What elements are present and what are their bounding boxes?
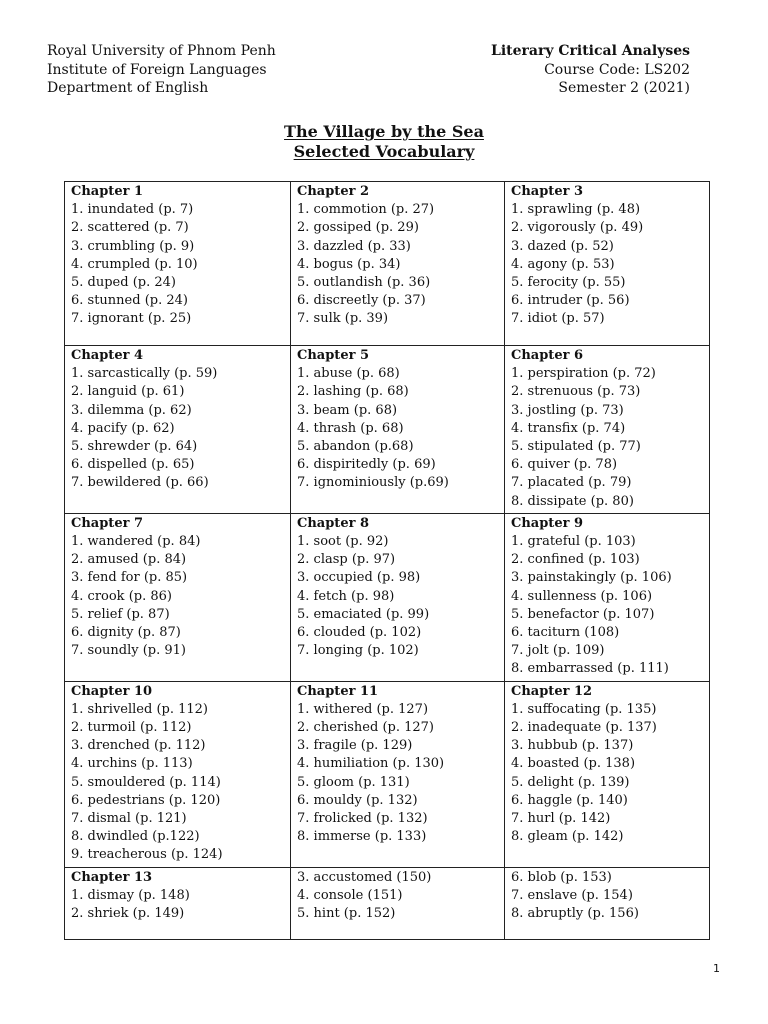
- university-name: Royal University of Phnom Penh: [47, 43, 276, 59]
- vocab-item: 4. agony (p. 53): [511, 256, 615, 272]
- vocab-item: 7. bewildered (p. 66): [71, 475, 209, 491]
- vocab-item: 6. clouded (p. 102): [297, 625, 422, 641]
- vocab-item: 4. thrash (p. 68): [297, 420, 404, 436]
- vocab-item: 4. humiliation (p. 130): [297, 756, 445, 772]
- vocab-item: 4. sullenness (p. 106): [511, 588, 653, 604]
- vocab-item: 7. idiot (p. 57): [511, 311, 605, 327]
- vocab-item: 7. placated (p. 79): [511, 475, 632, 491]
- vocab-item: 3. dazzled (p. 33): [297, 238, 411, 254]
- chapter-cell: [65, 346, 291, 514]
- vocab-item: 7. hurl (p. 142): [511, 811, 611, 827]
- semester: Semester 2 (2021): [558, 80, 690, 96]
- vocab-item: 3. dazed (p. 52): [511, 238, 614, 254]
- vocab-item: 7. frolicked (p. 132): [297, 811, 428, 827]
- chapter-cell: [505, 681, 710, 867]
- vocab-item: 4. crumpled (p. 10): [71, 256, 198, 272]
- chapter-cell: [65, 182, 291, 346]
- institute-name: Institute of Foreign Languages: [47, 61, 267, 78]
- vocab-item: 5. duped (p. 24): [71, 275, 176, 291]
- vocab-item: 2. shriek (p. 149): [71, 906, 185, 922]
- vocab-item: 7. dismal (p. 121): [71, 811, 187, 827]
- vocab-item: 7. jolt (p. 109): [511, 643, 605, 659]
- vocab-item: 2. inadequate (p. 137): [511, 720, 657, 736]
- chapter-heading: Chapter 12: [511, 683, 593, 699]
- vocab-item: 1. inundated (p. 7): [71, 202, 194, 218]
- course-code: Course Code: LS202: [544, 61, 690, 78]
- vocab-item: 6. pedestrians (p. 120): [71, 792, 221, 808]
- chapter-heading: Chapter 11: [297, 683, 379, 699]
- chapter-heading: Chapter 6: [511, 348, 584, 363]
- vocab-item: 2. vigorously (p. 49): [511, 220, 644, 236]
- vocab-item: 5. abandon (p.68): [297, 439, 414, 455]
- chapter-cell: [505, 867, 710, 939]
- vocab-item: 4. urchins (p. 113): [71, 756, 193, 772]
- vocab-item: 4. crook (p. 86): [71, 588, 172, 604]
- vocab-item: 3. drenched (p. 112): [71, 738, 206, 754]
- vocab-item: 5. benefactor (p. 107): [511, 606, 655, 622]
- chapter-heading: Chapter 8: [297, 515, 370, 531]
- vocab-item: 1. dismay (p. 148): [71, 887, 190, 903]
- vocab-item: 2. amused (p. 84): [71, 552, 187, 568]
- vocab-item: 6. haggle (p. 140): [511, 792, 628, 808]
- vocab-item: 5. gloom (p. 131): [297, 774, 410, 790]
- vocab-item: 5. ferocity (p. 55): [511, 275, 626, 291]
- vocab-item: 6. stunned (p. 24): [71, 293, 188, 309]
- vocab-item: 3. crumbling (p. 9): [71, 238, 195, 254]
- vocab-item: 7. ignorant (p. 25): [71, 311, 192, 327]
- course-title: Literary Critical Analyses: [490, 43, 690, 59]
- vocab-item: 4. console (151): [297, 887, 403, 903]
- vocab-item: 1. shrivelled (p. 112): [71, 701, 208, 717]
- vocab-item: 2. gossiped (p. 29): [297, 220, 419, 236]
- chapter-cell: [291, 346, 505, 514]
- vocab-item: 8. dissipate (p. 80): [511, 493, 634, 509]
- vocab-item: 2. turmoil (p. 112): [71, 720, 192, 736]
- vocab-item: 8. abruptly (p. 156): [511, 906, 639, 922]
- course-block: [491, 42, 690, 98]
- chapter-cell: [291, 867, 505, 939]
- vocab-item: 4. boasted (p. 138): [511, 756, 636, 772]
- vocab-item: 9. treacherous (p. 124): [71, 847, 223, 863]
- chapter-cell: [65, 681, 291, 867]
- vocab-item: 2. lashing (p. 68): [297, 384, 409, 400]
- chapter-cell: [65, 513, 291, 681]
- chapter-cell: [291, 182, 505, 346]
- vocab-item: 3. jostling (p. 73): [511, 402, 624, 418]
- vocab-item: 1. commotion (p. 27): [297, 202, 435, 218]
- vocab-item: 4. bogus (p. 34): [297, 256, 401, 272]
- table-row: [65, 182, 710, 346]
- vocab-item: 7. enslave (p. 154): [511, 887, 633, 903]
- vocab-item: 1. suffocating (p. 135): [511, 701, 657, 717]
- vocab-item: 1. perspiration (p. 72): [511, 366, 656, 382]
- vocab-item: 3. hubbub (p. 137): [511, 738, 634, 754]
- chapter-heading: Chapter 1: [71, 184, 144, 199]
- chapter-heading: Chapter 5: [297, 348, 370, 363]
- vocab-item: 8. dwindled (p.122): [71, 829, 200, 845]
- chapter-cell: [65, 867, 291, 939]
- table-row: [65, 681, 710, 867]
- vocab-item: 6. dispiritedly (p. 69): [297, 457, 436, 473]
- chapter-cell: [505, 182, 710, 346]
- chapter-cell: [291, 513, 505, 681]
- chapter-heading: Chapter 9: [511, 515, 584, 531]
- table-row: [65, 346, 710, 514]
- vocab-item: 2. confined (p. 103): [511, 552, 640, 568]
- page-number: 1: [713, 962, 720, 975]
- chapter-heading: Chapter 4: [71, 348, 144, 363]
- vocab-item: 6. dignity (p. 87): [71, 625, 181, 641]
- vocabulary-table: [64, 181, 710, 940]
- vocab-item: 1. sarcastically (p. 59): [71, 366, 218, 382]
- vocab-item: 2. cherished (p. 127): [297, 720, 434, 736]
- vocab-item: 5. outlandish (p. 36): [297, 275, 431, 291]
- vocab-item: 4. fetch (p. 98): [297, 588, 395, 604]
- vocab-item: 3. accustomed (150): [297, 869, 432, 885]
- vocab-item: 6. dispelled (p. 65): [71, 457, 195, 473]
- vocab-item: 4. transfix (p. 74): [511, 420, 626, 436]
- vocab-item: 7. soundly (p. 91): [71, 643, 187, 659]
- vocab-item: 7. longing (p. 102): [297, 643, 419, 659]
- vocab-item: 5. shrewder (p. 64): [71, 439, 198, 455]
- chapter-heading: Chapter 13: [71, 869, 153, 885]
- vocab-item: 3. fragile (p. 129): [297, 738, 413, 754]
- vocab-item: 3. fend for (p. 85): [71, 570, 188, 586]
- vocab-item: 2. strenuous (p. 73): [511, 384, 641, 400]
- vocab-item: 6. discreetly (p. 37): [297, 293, 426, 309]
- document-title: [0, 122, 768, 162]
- vocab-item: 1. grateful (p. 103): [511, 534, 636, 550]
- vocab-item: 1. soot (p. 92): [297, 534, 389, 550]
- vocab-item: 6. blob (p. 153): [511, 869, 612, 885]
- vocab-item: 8. embarrassed (p. 111): [511, 661, 669, 677]
- vocab-item: 6. quiver (p. 78): [511, 457, 618, 473]
- vocab-item: 3. dilemma (p. 62): [71, 402, 192, 418]
- vocab-item: 5. smouldered (p. 114): [71, 774, 221, 790]
- chapter-cell: [505, 513, 710, 681]
- table-row: [65, 513, 710, 681]
- department-name: Department of English: [47, 80, 209, 96]
- vocab-item: 2. scattered (p. 7): [71, 220, 189, 236]
- vocab-item: 8. immerse (p. 133): [297, 829, 427, 845]
- vocab-item: 6. taciturn (108): [511, 625, 620, 641]
- chapter-heading: Chapter 10: [71, 683, 153, 699]
- vocab-item: 7. sulk (p. 39): [297, 311, 389, 327]
- vocab-item: 5. relief (p. 87): [71, 606, 170, 622]
- vocab-item: 2. clasp (p. 97): [297, 552, 396, 568]
- chapter-cell: [291, 681, 505, 867]
- table-row: [65, 867, 710, 939]
- vocab-item: 5. stipulated (p. 77): [511, 439, 641, 455]
- vocab-item: 3. beam (p. 68): [297, 402, 398, 418]
- vocab-item: 8. gleam (p. 142): [511, 829, 624, 845]
- subtitle: Selected Vocabulary: [293, 142, 475, 161]
- chapter-heading: Chapter 2: [297, 184, 370, 199]
- vocab-item: 5. delight (p. 139): [511, 774, 630, 790]
- institution-block: [47, 42, 276, 98]
- vocab-item: 4. pacify (p. 62): [71, 420, 175, 436]
- vocab-item: 6. mouldy (p. 132): [297, 792, 418, 808]
- vocab-item: 1. wandered (p. 84): [71, 534, 201, 550]
- book-title: The Village by the Sea: [284, 122, 484, 141]
- vocab-item: 5. hint (p. 152): [297, 906, 396, 922]
- chapter-cell: [505, 346, 710, 514]
- vocab-item: 3. occupied (p. 98): [297, 570, 421, 586]
- vocab-item: 7. ignominiously (p.69): [297, 475, 449, 491]
- vocab-item: 1. abuse (p. 68): [297, 366, 400, 382]
- vocab-item: 3. painstakingly (p. 106): [511, 570, 672, 586]
- vocab-item: 1. withered (p. 127): [297, 701, 429, 717]
- vocab-item: 2. languid (p. 61): [71, 384, 185, 400]
- vocab-item: 1. sprawling (p. 48): [511, 202, 641, 218]
- chapter-heading: Chapter 7: [71, 515, 144, 531]
- chapter-heading: Chapter 3: [511, 184, 584, 199]
- vocab-item: 6. intruder (p. 56): [511, 293, 630, 309]
- vocab-item: 5. emaciated (p. 99): [297, 606, 430, 622]
